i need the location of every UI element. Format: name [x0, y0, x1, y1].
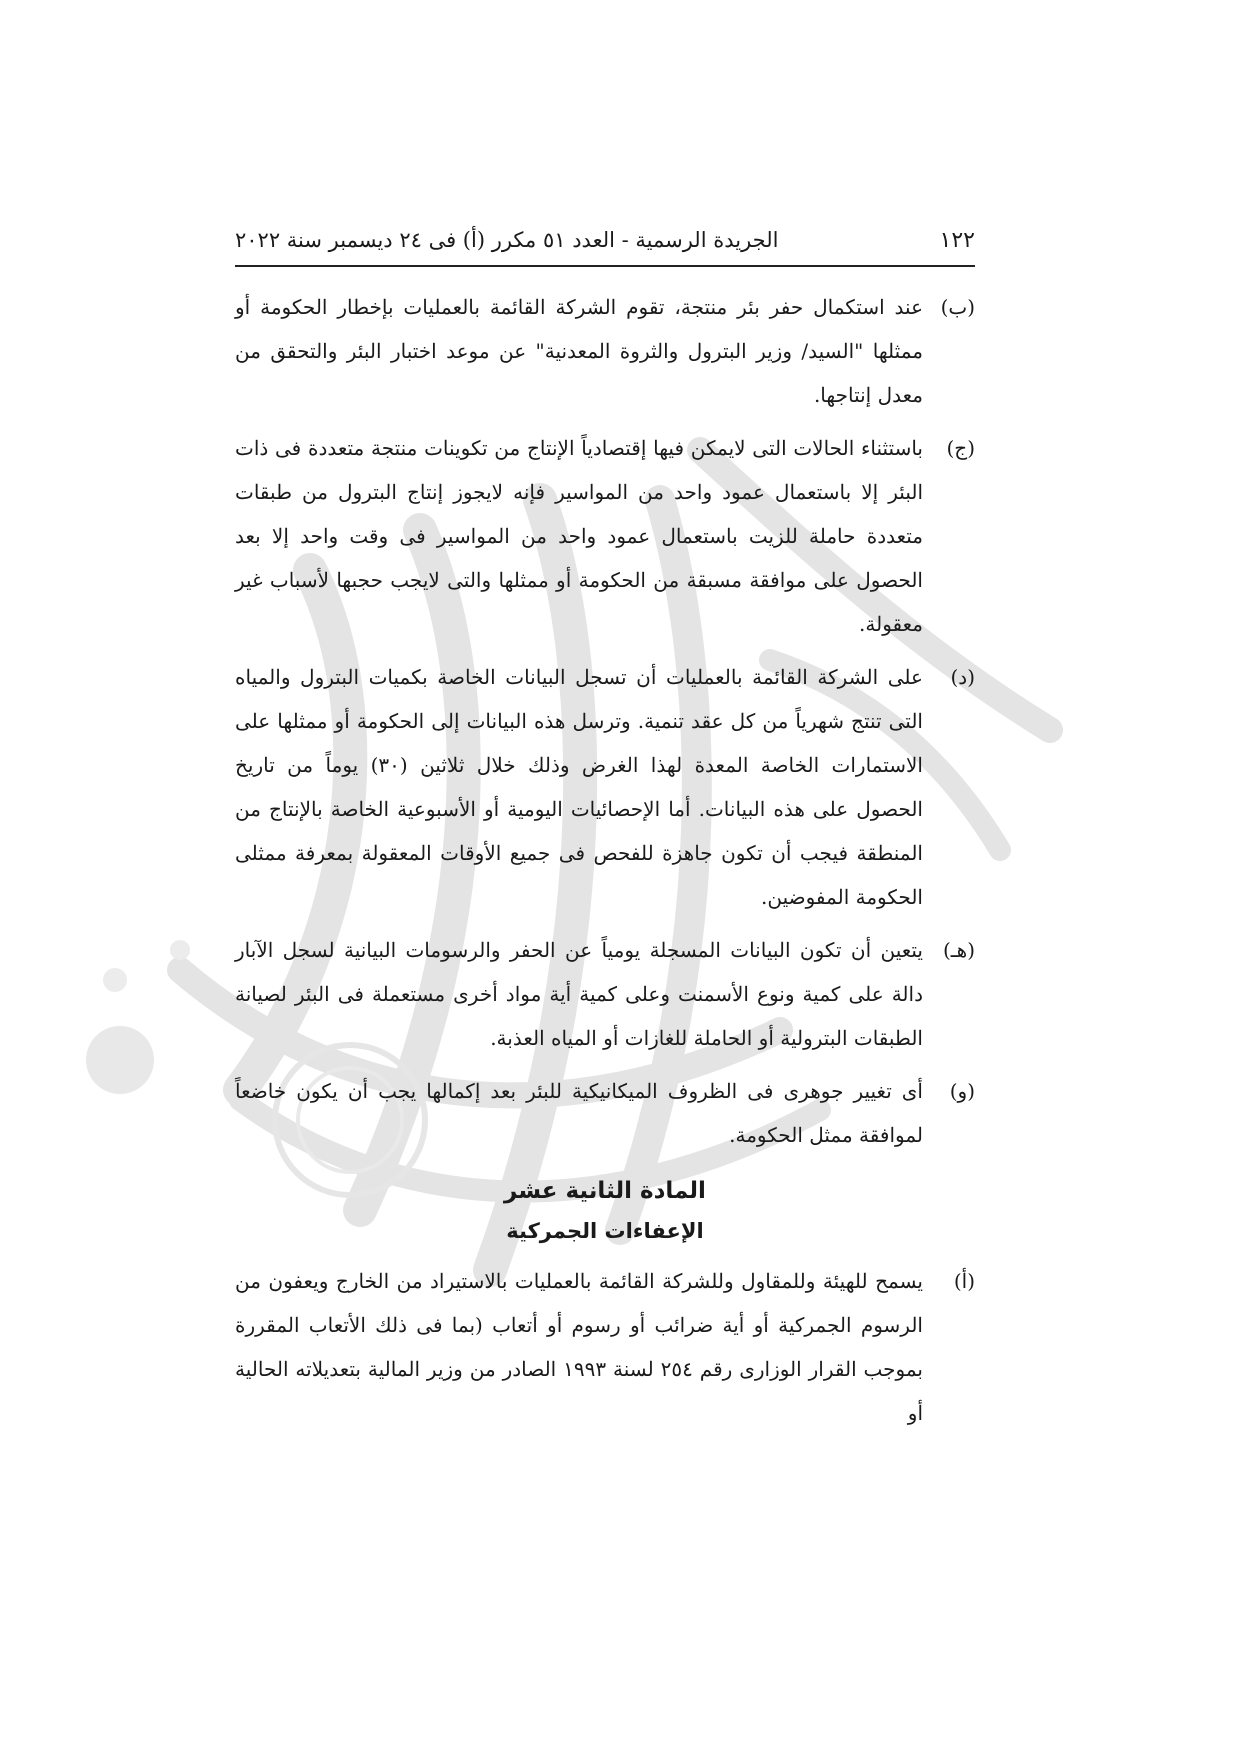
page-number: ١٢٢ [939, 228, 975, 253]
article-subheading: الإعفاءات الجمركية [506, 1219, 704, 1243]
gazette-page [235, 228, 975, 1444]
clause-text: عند استكمال حفر بئر منتجة، تقوم الشركة القائمة بالعمليات بإخطار الحكومة أو ممثلها "السيد/ وزير البترول والثروة المعدنية" عن موعد اختبار البئر والتحقق من معدل إنتاجها. [235, 295, 923, 407]
clause-marker: (د) [950, 665, 975, 689]
clause-a [235, 1259, 975, 1435]
gazette-title: الجريدة الرسمية - العدد ٥١ مكرر (أ) فى ٢٤ ديسمبر سنة ٢٠٢٢ [235, 228, 779, 252]
page-header [235, 228, 975, 267]
clause-text: يتعين أن تكون البيانات المسجلة يومياً عن الحفر والرسومات البيانية لسجل الآبار دالة على كمية ونوع الأسمنت وعلى كمية أية مواد أخرى مستعملة فى البئر لصيانة الطبقات البترولية أو الحاملة للغازات أو المياه العذبة. [235, 938, 923, 1050]
clause-b [235, 285, 975, 417]
clause-d [235, 655, 975, 919]
clause-text: يسمح للهيئة وللمقاول وللشركة القائمة بالعمليات بالاستيراد من الخارج ويعفون من الرسوم الجمركية أو أية ضرائب أو رسوم أو أتعاب (بما فى ذلك الأتعاب المقررة بموجب القرار الوزارى رقم ٢٥٤ لسنة ١٩٩٣ الصادر من وزير المالية بتعديلاته الحالية أو [235, 1269, 923, 1425]
clause-text: على الشركة القائمة بالعمليات أن تسجل البيانات الخاصة بكميات البترول والمياه التى تنتج شهرياً من كل عقد تنمية. وترسل هذه البيانات إلى الحكومة أو ممثلها على الاستمارات الخاصة المعدة لهذا الغرض وذلك خلال ثلاثين (٣٠) يوماً من تاريخ الحصول على هذه البيانات. أما الإحصائيات اليومية أو الأسبوعية الخاصة بالإنتاج من المنطقة فيجب أن تكون جاهزة للفحص فى جميع الأوقات المعقولة بمعرفة ممثلى الحكومة المفوضين. [235, 665, 923, 909]
clause-marker: (هـ) [942, 938, 975, 962]
clause-marker: (ب) [940, 295, 975, 319]
clause-marker: (و) [949, 1079, 975, 1103]
clause-marker: (ج) [946, 436, 975, 460]
clause-text: باستثناء الحالات التى لايمكن فيها إقتصادياً الإنتاج من تكوينات منتجة متعددة فى ذات البئر إلا باستعمال عمود واحد من المواسير فإنه لايجوز إنتاج البترول من طبقات متعددة حاملة للزيت باستعمال عمود واحد من المواسير فى وقت واحد إلا بعد الحصول على موافقة مسبقة من الحكومة أو ممثلها والتى لايجب حجبها لأسباب غير معقولة. [235, 436, 923, 636]
clause-c [235, 426, 975, 646]
clause-e [235, 928, 975, 1060]
clause-f [235, 1069, 975, 1157]
clause-text: أى تغيير جوهرى فى الظروف الميكانيكية للبئر بعد إكمالها يجب أن يكون خاضعاً لموافقة ممثل الحكومة. [235, 1079, 923, 1147]
article-heading: المادة الثانية عشر [504, 1178, 706, 1204]
clause-marker: (أ) [953, 1269, 975, 1293]
page-body [235, 285, 975, 1435]
